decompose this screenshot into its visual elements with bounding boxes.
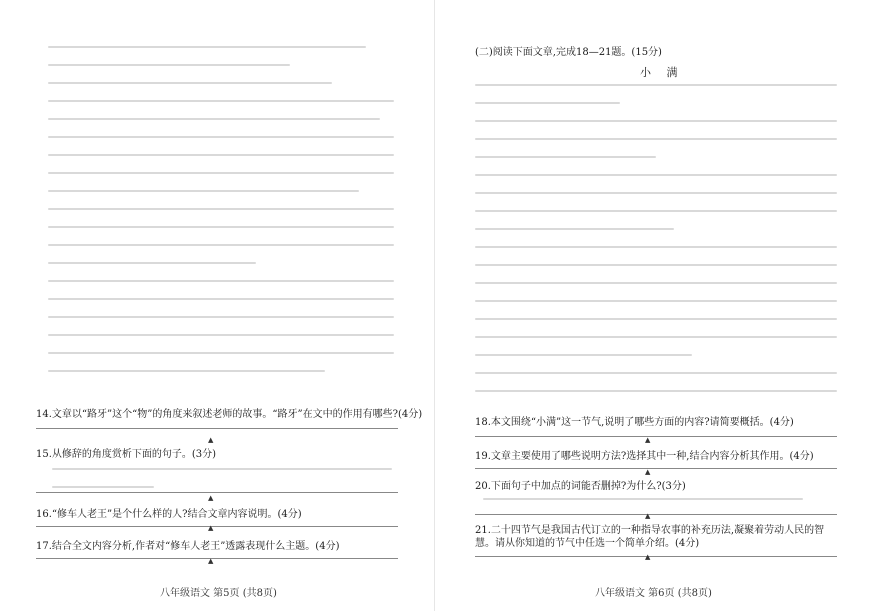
answer-line-16[interactable]	[36, 526, 398, 527]
body-text-block	[48, 46, 394, 388]
answer-line-19[interactable]	[475, 468, 837, 469]
page-footer: 八年级语文 第6页 (共8页)	[595, 588, 712, 599]
question-20: 20.下面句子中加点的词能否删掉?为什么?(3分)	[475, 481, 686, 492]
quote-placeholder	[52, 468, 392, 504]
triangle-icon: ▲	[208, 524, 214, 532]
answer-line-17[interactable]	[36, 558, 398, 559]
triangle-icon: ▲	[645, 512, 651, 520]
triangle-icon: ▲	[645, 468, 651, 476]
section-header: (二)阅读下面文章,完成18—21题。(15分)	[475, 47, 662, 58]
triangle-icon: ▲	[645, 436, 651, 444]
right-page	[435, 0, 870, 611]
answer-line-14[interactable]	[36, 428, 398, 429]
article-body-block	[475, 84, 837, 408]
triangle-icon: ▲	[208, 436, 214, 444]
question-16: 16.“修车人老王”是个什么样的人?结合文章内容说明。(4分)	[36, 509, 302, 520]
question-21: 21.二十四节气是我国古代订立的一种指导农事的补充历法,凝聚着劳动人民的智慧。请从你知道的节气中任选一个简单介绍。(4分)	[475, 525, 825, 549]
triangle-icon: ▲	[208, 494, 214, 502]
question-17: 17.结合全文内容分析,作者对“修车人老王”透露表现什么主题。(4分)	[36, 541, 340, 552]
question-14: 14.文章以“路牙”这个“物”的角度来叙述老师的故事。“路牙”在文中的作用有哪些?(4分)	[36, 409, 423, 420]
answer-line-20[interactable]	[475, 514, 837, 515]
question-15: 15.从修辞的角度赏析下面的句子。(3分)	[36, 449, 217, 460]
question-18: 18.本文围绕“小满”这一节气,说明了哪些方面的内容?请简要概括。(4分)	[475, 417, 794, 428]
article-title: 小 满	[640, 66, 684, 79]
question-19: 19.文章主要使用了哪些说明方法?选择其中一种,结合内容分析其作用。(4分)	[475, 451, 814, 462]
answer-line-21[interactable]	[475, 556, 837, 557]
page-footer: 八年级语文 第5页 (共8页)	[160, 588, 277, 599]
triangle-icon: ▲	[208, 557, 214, 565]
triangle-icon: ▲	[645, 553, 651, 561]
answer-line-15[interactable]	[36, 492, 398, 493]
answer-line-18[interactable]	[475, 436, 837, 437]
